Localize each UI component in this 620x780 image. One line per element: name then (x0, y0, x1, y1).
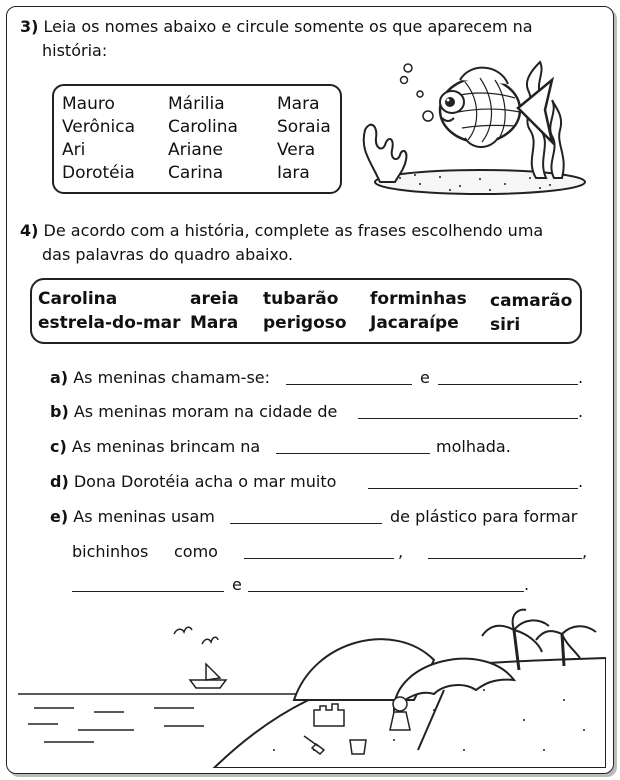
question-4-text-line2: das palavras do quadro abaixo. (42, 245, 294, 264)
name-doroteia[interactable]: Dorotéia (62, 163, 135, 183)
blank-d[interactable] (368, 488, 578, 489)
item-e-end: de plástico para formar (390, 507, 578, 526)
word-estrela-do-mar: estrela-do-mar (38, 313, 181, 333)
blank-e5[interactable] (248, 591, 524, 592)
item-a (50, 368, 270, 387)
name-veronica[interactable]: Verônica (62, 117, 136, 137)
name-vera[interactable]: Vera (277, 140, 316, 160)
name-carina[interactable]: Carina (168, 163, 224, 183)
item-b-end: . (578, 402, 584, 421)
word-carolina: Carolina (38, 289, 118, 309)
item-c-end: molhada. (436, 437, 511, 456)
name-mara[interactable]: Mara (277, 94, 320, 114)
blank-e4[interactable] (72, 591, 224, 592)
name-ariane[interactable]: Ariane (168, 140, 223, 160)
name-marilia[interactable]: Márilia (168, 94, 225, 114)
word-mara: Mara (190, 313, 239, 333)
item-e2-text2: como (174, 542, 218, 561)
blank-c[interactable] (276, 453, 430, 454)
blank-e3[interactable] (428, 558, 582, 559)
item-e-text: As meninas usam (73, 507, 215, 526)
blank-e1[interactable] (230, 523, 382, 524)
item-c-text: As meninas brincam na (71, 437, 261, 456)
item-c-label: c) (50, 437, 67, 456)
item-e2-comma: , (398, 542, 404, 561)
question-3-text-line2: história: (42, 41, 108, 60)
question-4-number: 4) (20, 221, 39, 240)
coral-left (364, 125, 407, 182)
question-3-number: 3) (20, 17, 39, 36)
blank-a2[interactable] (438, 384, 578, 385)
word-jacaraipe: Jacaraípe (370, 313, 459, 333)
item-e3-end: . (524, 575, 530, 594)
word-camarao: camarão (490, 291, 573, 311)
bubble-icon (404, 64, 412, 72)
item-b (50, 402, 337, 421)
item-e (50, 507, 215, 526)
item-d-end: . (578, 472, 584, 491)
bird-icon (174, 627, 192, 634)
item-a-end: . (578, 368, 584, 387)
question-3 (20, 16, 533, 38)
blank-b[interactable] (358, 418, 578, 419)
item-c (50, 437, 260, 456)
fish-eye (445, 97, 455, 107)
name-ari[interactable]: Ari (62, 140, 86, 160)
name-carolina[interactable]: Carolina (168, 117, 238, 137)
word-forminhas: forminhas (370, 289, 467, 309)
item-a-label: a) (50, 368, 69, 387)
item-a-mid: e (420, 368, 430, 387)
word-perigoso: perigoso (263, 313, 347, 333)
item-e2-comma2: , (582, 542, 588, 561)
item-a-text: As meninas chamam-se: (73, 368, 271, 387)
item-e-label: e) (50, 507, 69, 526)
bucket-icon (350, 740, 366, 754)
question-4-text-line1: De acordo com a história, complete as frases escolhendo uma (43, 221, 544, 240)
word-areia: areia (190, 289, 239, 309)
item-b-text: As meninas moram na cidade de (73, 402, 338, 421)
name-mauro[interactable]: Mauro (62, 94, 115, 114)
item-e3-mid: e (232, 575, 242, 594)
child-icon (393, 697, 407, 711)
item-e2-text1: bichinhos (72, 542, 149, 561)
item-d-text: Dona Dorotéia acha o mar muito (73, 472, 337, 491)
blank-a1[interactable] (286, 384, 412, 385)
name-iara[interactable]: Iara (277, 163, 310, 183)
question-3-text-line1: Leia os nomes abaixo e circule somente os que aparecem na (43, 17, 533, 36)
item-b-label: b) (50, 402, 69, 421)
boat-icon (190, 680, 226, 688)
beach-illustration (14, 600, 606, 768)
item-d-label: d) (50, 472, 69, 491)
question-4 (20, 220, 543, 242)
item-d (50, 472, 336, 491)
name-soraia[interactable]: Soraia (277, 117, 331, 137)
fish-illustration (340, 50, 590, 200)
word-siri: siri (490, 315, 521, 335)
blank-e2[interactable] (244, 558, 394, 559)
word-tubarao: tubarão (263, 289, 339, 309)
